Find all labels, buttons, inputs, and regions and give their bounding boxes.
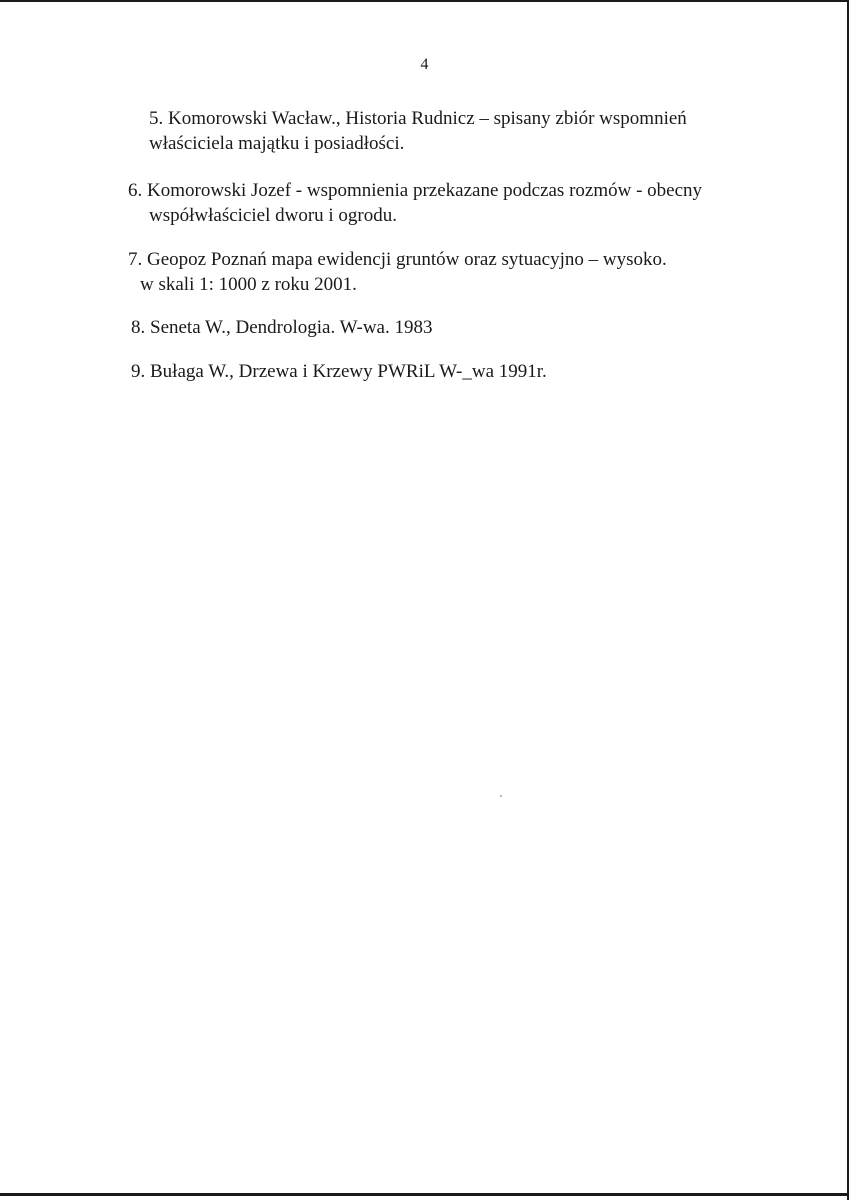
bibliography-entry-6 <box>128 178 702 228</box>
page-number: 4 <box>420 56 429 73</box>
scan-speck <box>500 795 502 797</box>
entry-5-line-1: 5. Komorowski Wacław., Historia Rudnicz – spisany zbiór wspomnień <box>149 108 687 129</box>
bibliography-entry-5 <box>128 106 687 156</box>
bottom-border <box>0 1193 849 1196</box>
entry-6-line-2: współwłaściciel dworu i ogrodu. <box>149 205 398 226</box>
bibliography-entry-8 <box>131 315 433 340</box>
entry-7-line-1: 7. Geopoz Poznań mapa ewidencji gruntów oraz sytuacyjno – wysoko. <box>128 249 667 270</box>
entry-9-line-1: 9. Bułaga W., Drzewa i Krzewy PWRiL W-_wa 1991r. <box>131 361 547 382</box>
entry-7-line-2: w skali 1: 1000 z roku 2001. <box>140 274 357 295</box>
entry-8-line-1: 8. Seneta W., Dendrologia. W-wa. 1983 <box>131 317 433 338</box>
entry-6-line-1: 6. Komorowski Jozef - wspomnienia przekazane podczas rozmów - obecny <box>128 180 703 201</box>
bibliography-entry-7 <box>128 247 667 297</box>
bibliography-entry-9 <box>131 359 547 384</box>
entry-5-line-2: właściciela majątku i posiadłości. <box>149 133 405 154</box>
